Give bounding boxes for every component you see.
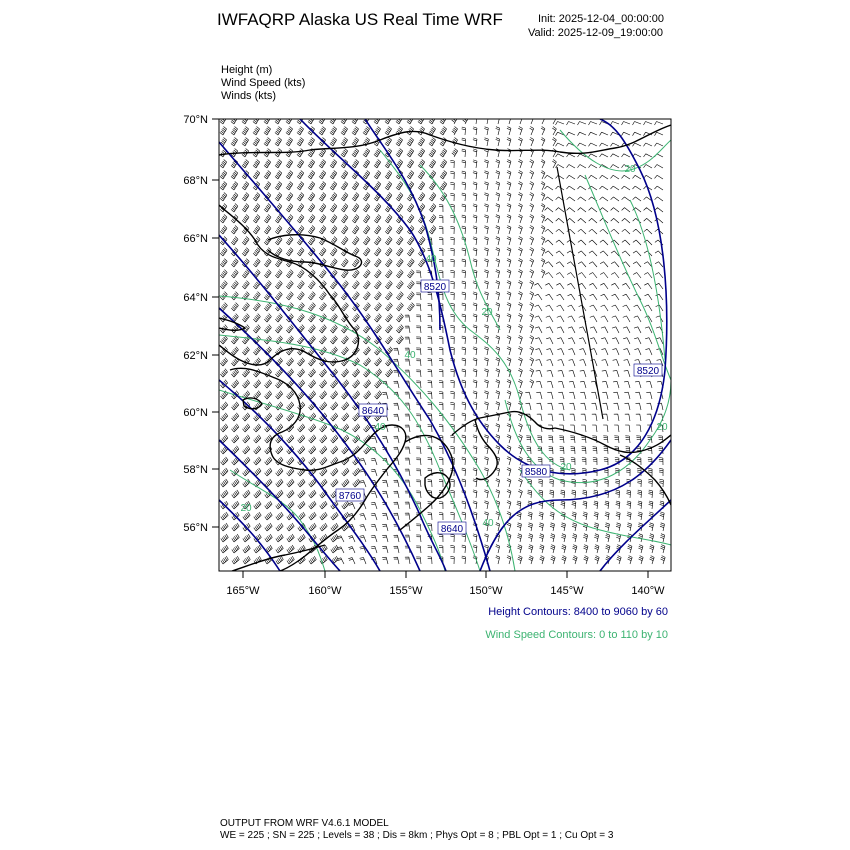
lon-label: 160°W — [308, 585, 342, 597]
wind-label: 20 — [240, 503, 252, 514]
wind-label: 40 — [374, 422, 386, 433]
longitude-labels — [226, 585, 665, 597]
lon-label: 155°W — [389, 585, 423, 597]
height-label: 8640 — [440, 524, 464, 535]
latitude-labels — [183, 114, 208, 534]
wind-label: 40 — [404, 350, 416, 361]
field-label-winds: Winds (kts) — [221, 90, 276, 102]
border-line — [557, 167, 603, 419]
init-time: Init: 2025-12-04_00:00:00 — [538, 13, 664, 25]
height-label: 8640 — [361, 406, 385, 417]
lat-label: 68°N — [183, 175, 208, 187]
coastlines — [219, 125, 671, 571]
lat-label: 64°N — [183, 292, 208, 304]
lat-label: 66°N — [183, 233, 208, 245]
lat-label: 56°N — [183, 522, 208, 534]
wind-label: 20 — [656, 422, 668, 433]
wind-label: 40 — [482, 518, 494, 529]
height-contours-legend: Height Contours: 8400 to 9060 by 60 — [488, 606, 668, 618]
coastline-cook-inlet — [452, 412, 555, 435]
wind-label: 40 — [425, 254, 437, 265]
lon-label: 145°W — [550, 585, 584, 597]
map-title: IWFAQRP Alaska US Real Time WRF — [217, 10, 503, 29]
lat-label: 58°N — [183, 464, 208, 476]
valid-time: Valid: 2025-12-09_19:00:00 — [528, 27, 663, 39]
height-label: 8580 — [524, 467, 548, 478]
wind-label: 20 — [624, 164, 636, 175]
wind-contours-legend: Wind Speed Contours: 0 to 110 by 10 — [485, 629, 668, 641]
height-label: 8520 — [636, 366, 660, 377]
coastline-aleutians — [232, 545, 325, 571]
model-info-line1: OUTPUT FROM WRF V4.6.1 MODEL — [220, 818, 389, 829]
lat-label: 62°N — [183, 350, 208, 362]
height-label: 8760 — [338, 491, 362, 502]
height-label: 8520 — [423, 282, 447, 293]
height-contour — [600, 500, 671, 571]
wind-contour — [630, 200, 665, 360]
lon-label: 165°W — [226, 585, 260, 597]
lat-label: 60°N — [183, 407, 208, 419]
lon-label: 150°W — [469, 585, 503, 597]
field-label-wind-speed: Wind Speed (kts) — [221, 77, 306, 89]
wind-label: 20 — [560, 462, 572, 473]
coastline-arctic — [219, 125, 671, 155]
wind-contour — [560, 130, 671, 171]
model-info-line2: WE = 225 ; SN = 225 ; Levels = 38 ; Dis = 8km ; Phys Opt = 8 ; PBL Opt = 1 ; Cu Opt = 3 — [220, 830, 614, 841]
lon-label: 140°W — [631, 585, 665, 597]
wind-speed-contours — [219, 130, 671, 571]
wind-label: 20 — [481, 307, 493, 318]
lat-label: 70°N — [183, 114, 208, 126]
field-label-height: Height (m) — [221, 64, 273, 76]
wind-contour — [230, 470, 325, 571]
